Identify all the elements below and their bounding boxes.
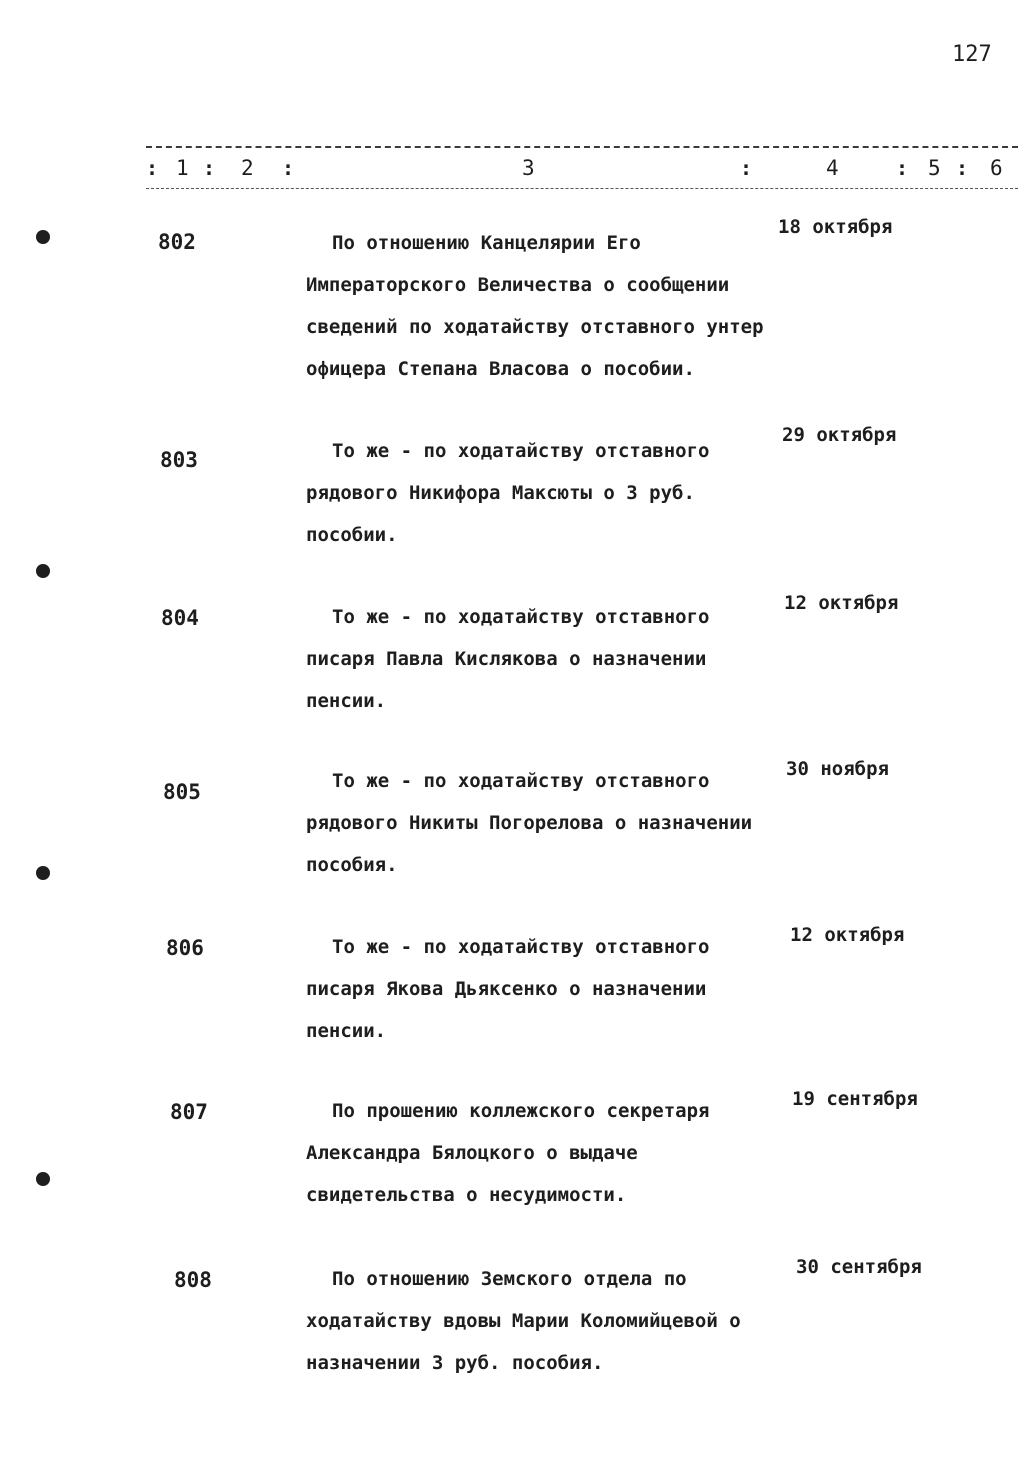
entry-number: 808: [174, 1268, 212, 1292]
entry-number: 806: [166, 936, 204, 960]
column-label-3: 3: [522, 156, 535, 180]
column-separator: :: [740, 156, 753, 180]
header-rule-top: [146, 146, 1018, 148]
entry-text: По отношению Земского отдела по ходатайству вдовы Марии Коломийцевой о назначении 3 руб. пособия.: [306, 1268, 741, 1374]
entry-text: По прошению коллежского секретаря Александра Бялоцкого о выдаче свидетельства о несудимости.: [306, 1100, 710, 1206]
column-separator: :: [282, 156, 295, 180]
entry-date: 30 ноября: [786, 758, 889, 780]
entry-text: По отношению Канцелярии Его Императорского Величества о сообщении сведений по ходатайству отставного унтер офицера Степана Власова о пособии.: [306, 232, 764, 380]
binding-hole-mark: [36, 564, 50, 578]
header-rule-bottom: [146, 188, 1018, 189]
entry-date: 19 сентября: [792, 1088, 918, 1110]
entry-text: То же - по ходатайству отставного писаря Якова Дьяксенко о назначении пенсии.: [306, 936, 710, 1042]
entry-number: 804: [161, 606, 199, 630]
column-label-6: 6: [990, 156, 1003, 180]
column-separator: :: [203, 156, 216, 180]
binding-hole-mark: [36, 1172, 50, 1186]
column-label-1: 1: [176, 156, 189, 180]
column-separator: :: [896, 156, 909, 180]
entry-number: 803: [160, 448, 198, 472]
column-separator: :: [146, 156, 159, 180]
entry-text: То же - по ходатайству отставного писаря Павла Кислякова о назначении пенсии.: [306, 606, 710, 712]
entry-date: 18 октября: [778, 216, 893, 238]
entry-date: 12 октября: [790, 924, 905, 946]
entry-date: 29 октября: [782, 424, 897, 446]
entry-number: 807: [170, 1100, 208, 1124]
entry-text: То же - по ходатайству отставного рядового Никиты Погорелова о назначении пособия.: [306, 770, 753, 876]
column-separator: :: [956, 156, 969, 180]
entry-text: То же - по ходатайству отставного рядового Никифора Максюты о 3 руб. пособии.: [306, 440, 710, 546]
entry-number: 805: [163, 780, 201, 804]
binding-hole-mark: [36, 230, 50, 244]
page-number: 127: [952, 42, 992, 67]
entry-number: 802: [158, 230, 196, 254]
binding-hole-mark: [36, 866, 50, 880]
column-label-2: 2: [241, 156, 254, 180]
column-label-4: 4: [826, 156, 839, 180]
column-label-5: 5: [928, 156, 941, 180]
entry-date: 12 октября: [784, 592, 899, 614]
entry-date: 30 сентября: [796, 1256, 922, 1278]
